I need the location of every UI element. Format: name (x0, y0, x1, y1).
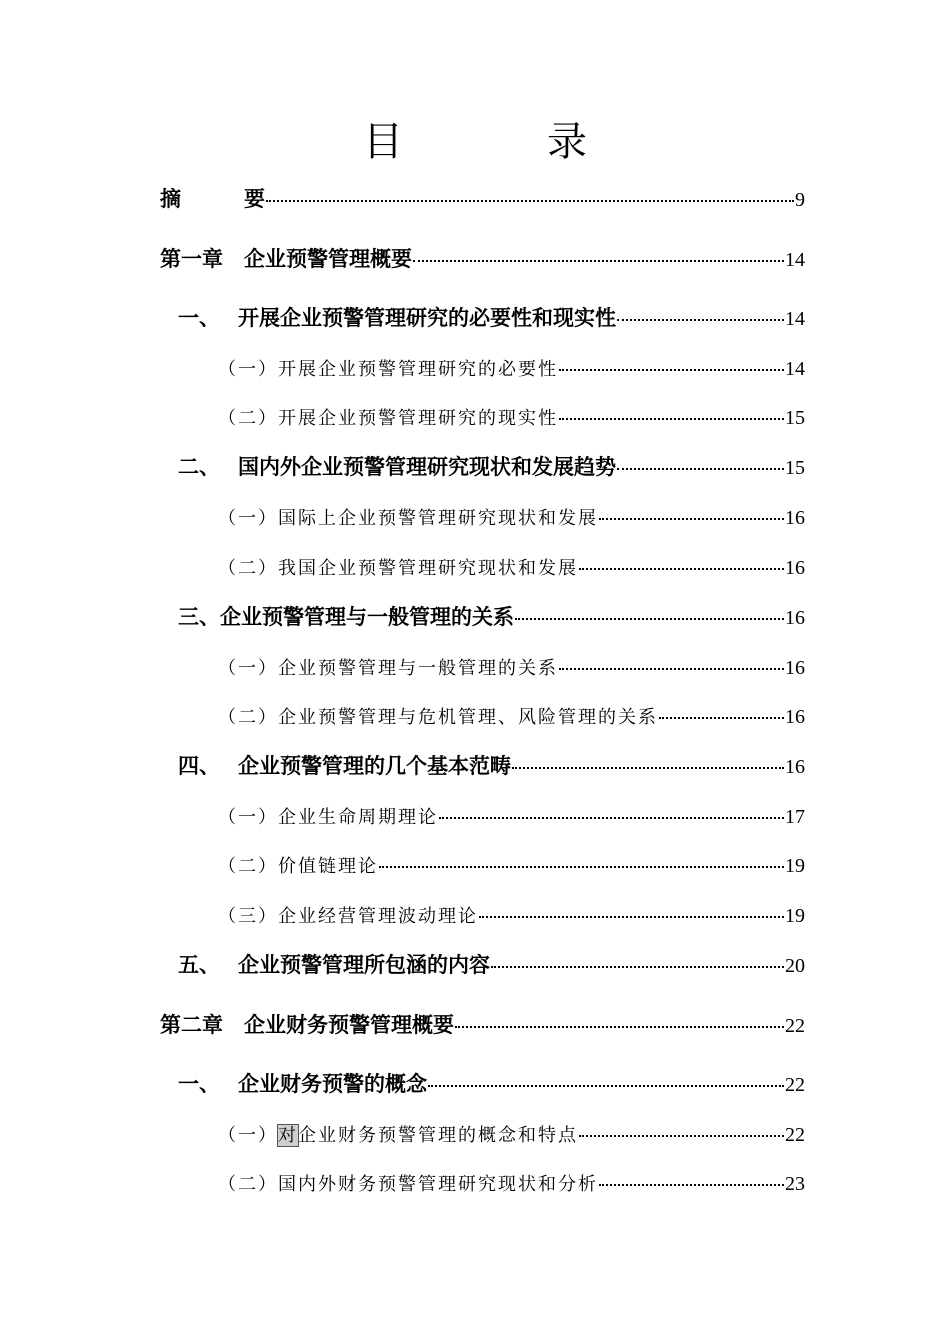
toc-page-number: 16 (785, 657, 805, 679)
dot-leader (599, 496, 784, 520)
toc-number: （一） (218, 508, 278, 529)
toc-label (178, 1069, 427, 1099)
toc-text: 我国企业预警管理研究现状和发展 (278, 558, 578, 579)
dot-leader (559, 646, 784, 670)
toc-page-number: 22 (785, 1015, 805, 1037)
toc-entry-chapter-2[interactable] (160, 1008, 805, 1038)
dot-leader (439, 795, 784, 819)
toc-number: 四、 (178, 754, 220, 778)
toc-entry-subsection[interactable] (218, 400, 805, 430)
toc-label (218, 1170, 598, 1200)
dot-leader (428, 1063, 784, 1087)
toc-text: 价值链理论 (278, 856, 378, 877)
toc-label (218, 703, 658, 733)
toc-entry-subsection[interactable] (218, 500, 805, 530)
toc-number: 五、 (178, 953, 220, 977)
toc-label (218, 1121, 578, 1151)
toc-text: 开展企业预警管理研究的现实性 (278, 408, 558, 429)
toc-number: （二） (218, 856, 278, 877)
dot-leader (599, 1162, 784, 1186)
toc-entry-section[interactable] (178, 600, 805, 630)
toc-label (218, 404, 558, 434)
toc-label (218, 355, 558, 385)
toc-page-number: 14 (785, 358, 805, 380)
toc-page-number: 17 (785, 806, 805, 828)
dot-leader (659, 695, 784, 719)
toc-number: （三） (218, 906, 278, 927)
toc-entry-subsection[interactable] (218, 848, 805, 878)
toc-label (178, 452, 616, 482)
toc-number: （一） (218, 658, 278, 679)
toc-number: 一、 (178, 306, 220, 330)
toc-text: 国内外财务预警管理研究现状和分析 (278, 1174, 598, 1195)
toc-text: 企业预警管理概要 (244, 247, 412, 271)
toc-entry-chapter-1[interactable] (160, 242, 805, 272)
dot-leader (617, 297, 784, 321)
toc-page-number: 15 (785, 407, 805, 429)
toc-entry-section[interactable] (178, 948, 805, 978)
toc-number: （一） (218, 807, 278, 828)
toc-number: （二） (218, 408, 278, 429)
toc-page-number: 22 (785, 1074, 805, 1096)
toc-label (218, 504, 598, 534)
toc-page-number: 16 (785, 507, 805, 529)
toc-number: （二） (218, 558, 278, 579)
toc-entry-section[interactable] (178, 450, 805, 480)
dot-leader (512, 745, 784, 769)
toc-number: 二、 (178, 455, 220, 479)
toc-page-number: 23 (785, 1173, 805, 1195)
toc-number: （一） (218, 1125, 278, 1146)
dot-leader (266, 178, 794, 202)
toc-text: 企业预警管理与危机管理、风险管理的关系 (278, 707, 658, 728)
toc-text: 企业生命周期理论 (278, 807, 438, 828)
toc-text: 企业财务预警的概念 (238, 1072, 427, 1096)
toc-entry-subsection[interactable] (218, 799, 805, 829)
toc-label (218, 654, 558, 684)
toc-entry-subsection[interactable] (218, 898, 805, 928)
toc-label (160, 1010, 454, 1040)
toc-number: （二） (218, 707, 278, 728)
toc-text: 国内外企业预警管理研究现状和发展趋势 (238, 455, 616, 479)
page-title: 目 录 (363, 119, 639, 165)
toc-text: 企业预警管理与一般管理的关系 (278, 658, 558, 679)
toc-page-number: 14 (785, 249, 805, 271)
toc-text: 国际上企业预警管理研究现状和发展 (278, 508, 598, 529)
dot-leader (559, 396, 784, 420)
toc-page-number: 16 (785, 557, 805, 579)
toc-page-number: 22 (785, 1124, 805, 1146)
toc-text: 开展企业预警管理研究的必要性 (278, 359, 558, 380)
toc-number: 摘 (160, 187, 181, 211)
toc-number: 一、 (178, 1072, 220, 1096)
toc-page-number: 20 (785, 955, 805, 977)
toc-text: 企业预警管理与一般管理的关系 (220, 605, 514, 629)
dot-leader (491, 944, 784, 968)
toc-label (218, 803, 438, 833)
toc-text: 开展企业预警管理研究的必要性和现实性 (238, 306, 616, 330)
dot-leader (579, 1113, 784, 1137)
dot-leader (413, 238, 784, 262)
dot-leader (479, 894, 784, 918)
toc-entry-section[interactable] (178, 301, 805, 331)
text-cursor-highlight[interactable]: 对 (278, 1125, 298, 1146)
toc-text: 企业预警管理所包涵的内容 (238, 953, 490, 977)
toc-text: 企业预警管理的几个基本范畴 (238, 754, 511, 778)
toc-label (218, 902, 478, 932)
dot-leader (455, 1004, 784, 1028)
toc-label (218, 852, 378, 882)
toc-label (160, 244, 412, 274)
toc-label (178, 602, 514, 632)
toc-entry-subsection[interactable] (218, 351, 805, 381)
toc-entry-subsection[interactable] (218, 1166, 805, 1196)
toc-number: 第一章 (160, 247, 223, 271)
toc-label (178, 751, 511, 781)
toc-entry-subsection[interactable] (218, 550, 805, 580)
toc-number: （一） (218, 359, 278, 380)
toc-label (178, 303, 616, 333)
dot-leader (579, 546, 784, 570)
toc-entry-subsection[interactable] (218, 650, 805, 680)
toc-label (218, 554, 578, 584)
toc-text: 要 (244, 187, 265, 211)
toc-page-number: 16 (785, 756, 805, 778)
toc-number: （二） (218, 1174, 278, 1195)
toc-page-number: 19 (785, 855, 805, 877)
toc-page-number: 16 (785, 706, 805, 728)
toc-page-number: 14 (785, 308, 805, 330)
toc-text: 企业财务预警管理的概念和特点 (298, 1125, 578, 1146)
dot-leader (559, 347, 784, 371)
toc-text: 企业财务预警管理概要 (244, 1013, 454, 1037)
dot-leader (379, 844, 784, 868)
toc-page-number: 16 (785, 607, 805, 629)
dot-leader (515, 596, 784, 620)
toc-entry-section[interactable] (178, 1067, 805, 1097)
toc-number: 三、 (178, 605, 220, 629)
toc-number: 第二章 (160, 1013, 223, 1037)
toc-label (160, 184, 265, 214)
toc-entry-abstract[interactable] (160, 182, 805, 212)
toc-entry-section[interactable] (178, 749, 805, 779)
toc-page-number: 9 (795, 189, 805, 211)
dot-leader (617, 446, 784, 470)
toc-page-number: 15 (785, 457, 805, 479)
toc-page-number: 19 (785, 905, 805, 927)
toc-entry-subsection[interactable] (218, 699, 805, 729)
toc-label (178, 950, 490, 980)
toc-entry-subsection[interactable] (218, 1117, 805, 1147)
toc-text: 企业经营管理波动理论 (278, 906, 478, 927)
